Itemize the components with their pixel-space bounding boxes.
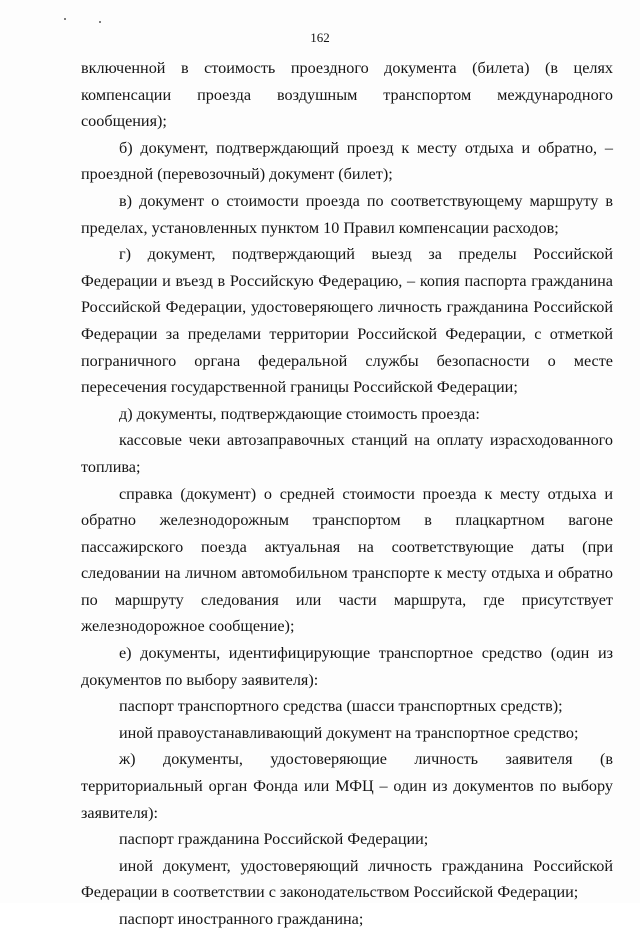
paragraph: паспорт гражданина Российской Федерации; bbox=[119, 830, 429, 849]
paragraph: д) документы, подтверждающие стоимость проезда: bbox=[119, 404, 480, 423]
document-body bbox=[81, 55, 613, 933]
paragraph: справка (документ) о средней стоимости проезда к месту отдыха и обратно железнодорожным транспортом в плацкартном вагоне пассажирского поезда актуальная на соответствующие даты (при следовании на личном автомобильном транспорте к месту отдыха и обратно по маршруту следования или части маршрута, где присутствует железнодорожное сообщение); bbox=[81, 484, 613, 636]
paragraph: иной правоустанавливающий документ на транспортное средство; bbox=[119, 723, 579, 742]
paragraph: г) документ, подтверждающий выезд за пределы Российской Федерации и въезд в Российскую Федерацию, – копия паспорта гражданина Российской Федерации, удостоверяющего личность гражданина Российской Федерации за пределами территории Российской Федерации, с отметкой пограничного органа федеральной службы безопасности о месте пересечения государственной границы Российской Федерации; bbox=[81, 245, 613, 397]
paragraph: е) документы, идентифицирующие транспортное средство (один из документов по выбору заявителя): bbox=[81, 644, 613, 689]
paragraph: паспорт иностранного гражданина; bbox=[119, 910, 364, 928]
paragraph: ж) документы, удостоверяющие личность заявителя (в территориальный орган Фонда или МФЦ – один из документов по выбору заявителя): bbox=[81, 750, 613, 822]
paragraph: паспорт транспортного средства (шасси транспортных средств); bbox=[119, 697, 563, 716]
paragraph: включенной в стоимость проездного документа (билета) (в целях компенсации проезда воздушным транспортом международного сообщения); bbox=[81, 59, 613, 131]
page-number: 162 bbox=[310, 30, 330, 45]
paragraph: б) документ, подтверждающий проезд к месту отдыха и обратно, – проездной (перевозочный) документ (билет); bbox=[81, 138, 613, 184]
scan-speck bbox=[64, 18, 66, 20]
scan-speck bbox=[99, 21, 101, 23]
paragraph: кассовые чеки автозаправочных станций на оплату израсходованного топлива; bbox=[81, 431, 613, 476]
paragraph: иной документ, удостоверяющий личность гражданина Российской Федерации в соответствии с законодательством Российской Федерации; bbox=[81, 856, 613, 902]
paragraph: в) документ о стоимости проезда по соответствующему маршруту в пределах, установленных пунктом 10 Правил компенсации расходов; bbox=[81, 191, 613, 237]
